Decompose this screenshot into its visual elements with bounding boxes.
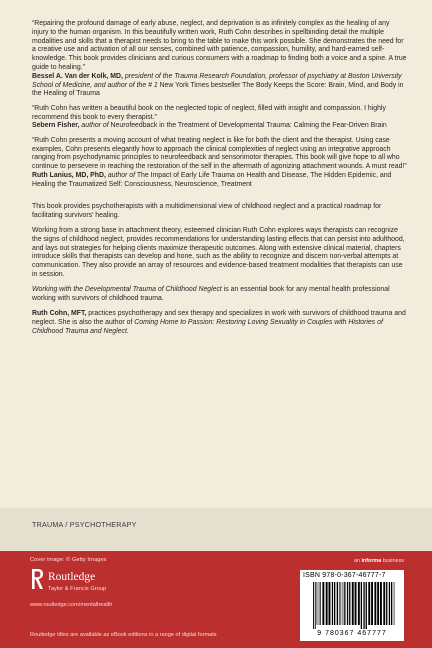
author-bio: Ruth Cohn, MFT, practices psychotherapy and sex therapy and specializes in work with survivors of childhood trauma and neglect. She is also the author of Coming Home to Passion: Restoring Loving Sexuality in Couples with Histories of Childhood Trauma and Neglect.	[32, 309, 406, 335]
barcode-bar	[386, 582, 387, 625]
review-attribution	[32, 122, 407, 131]
barcode-bar	[383, 582, 385, 625]
barcode-bar	[377, 582, 379, 625]
reviewer-affiliation-tail: The Impact of Early Life Trauma on Health and Disease, The Hidden Epidemic, and Healing the Traumatized Self: Consciousness, Neuroscience, Treatment	[32, 171, 392, 188]
barcode-bar	[374, 582, 376, 625]
barcode-bar	[322, 582, 324, 625]
isbn-barcode	[300, 570, 404, 641]
barcode-bar	[343, 582, 344, 625]
barcode-bar	[341, 582, 342, 625]
cover-credit: Cover image: © Getty Images	[30, 557, 107, 563]
barcode-bar	[337, 582, 338, 625]
publisher-group: Taylor & Francis Group	[48, 586, 107, 592]
barcode-bar	[389, 582, 390, 625]
barcode-bar	[355, 582, 357, 625]
informa-business-mark: an informa business	[353, 558, 404, 564]
barcode-bar	[329, 582, 331, 625]
barcode-bar	[380, 582, 382, 625]
barcode-bar	[361, 582, 362, 629]
ebook-note: Routledge titles are available as eBook editions in a range of digital formats	[30, 632, 217, 638]
barcode-bar	[371, 582, 373, 625]
barcode-bar	[313, 582, 314, 629]
reviewer-affiliation: author of	[107, 171, 136, 179]
barcode-bar	[363, 582, 364, 629]
isbn-label: ISBN 978-0-367-46777-7	[303, 572, 386, 579]
barcode-icon	[311, 582, 397, 629]
barcode-bar	[334, 582, 335, 625]
book-title-inline: Working with the Developmental Trauma of Childhood Neglect	[32, 286, 222, 294]
publisher-url[interactable]: www.routledge.com/mentalhealth	[30, 602, 113, 608]
publisher-footer	[0, 551, 432, 648]
review-2	[32, 105, 407, 131]
barcode-bar	[358, 582, 360, 625]
barcode-bar	[326, 582, 328, 625]
barcode-bar	[368, 582, 370, 625]
review-quote: “Ruth Cohn has written a beautiful book on the neglected topic of neglect, filled with insight and compassion. I highly recommend this book to every therapist.”	[32, 104, 386, 121]
barcode-bar	[317, 582, 318, 625]
description-paragraph: This book provides psychotherapists with a multidimensional view of childhood neglect and a practical roadmap for facilitating survivors’ healing.	[32, 203, 382, 219]
reviewer-affiliation-tail: New York Times bestseller The Body Keeps the Score: Brain, Mind, and Body in the Healing of Trauma	[32, 81, 404, 98]
barcode-bar	[391, 582, 392, 625]
barcode-digits: 9 780367 467777	[317, 630, 387, 637]
routledge-logo-icon	[30, 568, 44, 590]
reviewer-affiliation: president of the Trauma Research Foundation, professor of psychiatry at Boston University School of Medicine, and author of the # 1	[32, 72, 402, 89]
barcode-bar	[339, 582, 340, 625]
reviewer-name: Bessel A. Van der Kolk, MD,	[32, 72, 123, 80]
review-1	[32, 20, 407, 99]
barcode-bar	[320, 582, 321, 625]
category-band	[0, 508, 432, 551]
publisher-name: Routledge	[48, 571, 96, 583]
review-quote: “Ruth Cohn presents a moving account of what treating neglect is like for both the client and the therapist. Using case examples, Cohn presents elegantly how to approach the clinical complexities of neglect using an integrative approach ranging from psychodynamic principles to neurofeedback and sensorimotor therapies. This book will give hope to all who continue to persevere in reaching the restoration of the self in the aftermath of agonizing attachment wounds. A must read!”	[32, 136, 407, 171]
reviewer-name: Sebern Fisher,	[32, 122, 80, 130]
review-quote: “Repairing the profound damage of early abuse, neglect, and deprivation is as infinitely complex as the healing of any injury to the human organism. In this beautifully written work, Ruth Cohn describes in spellbinding detail the multiple modalities and skills that a therapist needs to bring to the table to make this work possible. She demonstrates the need for a creative use and activation of all our senses, combined with patience, compassion, humility, and hard-earned self-knowledge. This book provides clinicians and curious consumers with a roadmap to finding both a voice and a spine. A true guide to healing.”	[32, 20, 407, 71]
informa-brand: informa	[361, 558, 382, 564]
other-book-title: Coming Home to Passion: Restoring Loving Sexuality in Couples with Histories of Childhood Trauma and Neglect.	[32, 318, 383, 335]
book-description	[32, 203, 407, 336]
reviewer-affiliation: author of	[81, 122, 109, 130]
barcode-bar	[332, 582, 333, 625]
barcode-bar	[315, 582, 316, 629]
review-3	[32, 137, 407, 190]
review-attribution	[32, 73, 407, 99]
reviewer-affiliation-tail: Neurofeedback in the Treatment of Developmental Trauma: Calming the Fear-Driven Brain	[110, 122, 387, 130]
barcode-bar	[366, 582, 367, 629]
barcode-bar	[347, 582, 348, 625]
barcode-bar	[349, 582, 350, 625]
description-paragraph: Working from a strong base in attachment theory, esteemed clinician Ruth Cohn explores ways therapists can recognize the signs of childhood neglect, provides recommendations for understanding lasting effects that can persist into adulthood, and lays out strategies for helping clients maximize therapeutic outcomes. Along with extensive clinical material, chapters introduce skills that therapists can develop and hone, such as the ability to recognize and discern non-verbal attempts at communication. They also provide an array of resources and evidence-based treatment modalities that therapists can use in session.	[32, 227, 405, 278]
description-paragraph: Working with the Developmental Trauma of Childhood Neglect is an essential book for any mental health professional working with survivors of childhood trauma.	[32, 286, 390, 302]
review-attribution	[32, 172, 407, 190]
reviewer-name: Ruth Lanius, MD, PhD,	[32, 171, 106, 179]
barcode-bar	[319, 582, 320, 625]
subject-category: TRAUMA / PSYCHOTHERAPY	[32, 520, 137, 529]
barcode-bar	[352, 582, 354, 625]
author-name: Ruth Cohn, MFT,	[32, 309, 87, 317]
barcode-bar	[344, 582, 345, 625]
barcode-bar	[394, 582, 395, 625]
